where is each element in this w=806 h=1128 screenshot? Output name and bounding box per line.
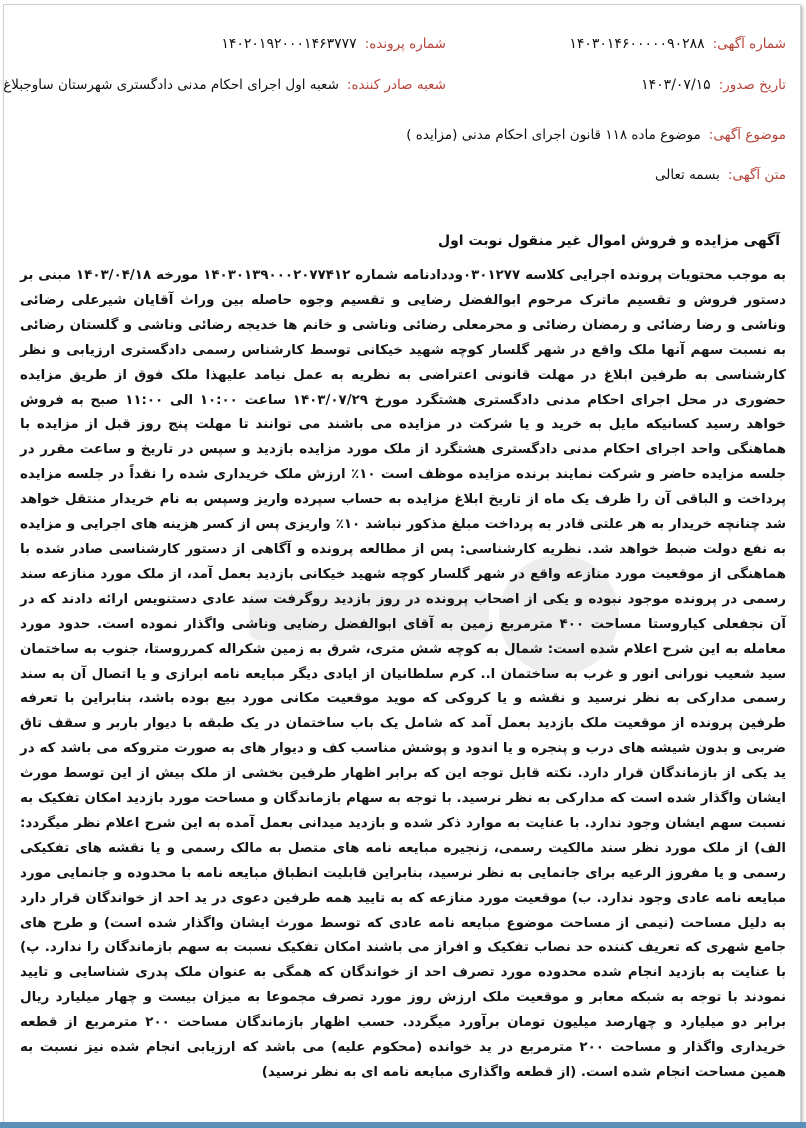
issue-date-row: [641, 77, 786, 93]
case-number-label: شماره پرونده:: [364, 36, 446, 52]
notice-body: به موجب محتویات پرونده اجرایی کلاسه ۰۳۰۱۲۷۷وددادنامه شماره ۱۴۰۳۰۱۳۹۰۰۰۲۰۷۷۴۱۲ مورخه ۱۴۰۳/۰۴/۱۸ مبنی بر دستور فروش و تقسیم ماترک مرحوم ابوالفضل رضایی و تقسیم وجوه حاصله بین وراث آقایان شیرعلی رضائی وناشی و رضا رضائی و رمضان رضائی و محرمعلی رضائی وناشی و خانم ها خدیجه رضائی وناشی و گلستان رضائی به نسبت سهم آنها ملک واقع در شهر گلسار کوچه شهید خیکانی توسط کارشناس رسمی دادگستری ارزیابی و نظر کارشناسی به طرفین ابلاغ در مهلت قانونی اعتراضی به نظریه به عمل نیامد علیهذا ملک فوق از طریق مزایده حضوری در محل اجرای احکام مدنی دادگستری هشتگرد مورخ ۱۴۰۳/۰۷/۲۹ ساعت ۱۰:۰۰ الی ۱۱:۰۰ صبح به فروش خواهد رسید کسانیکه مایل به خرید و یا شرکت در مزایده می باشند می توانند تا مهلت پنج روز قبل از مزایده با هماهنگی واحد اجرای احکام مدنی دادگستری هشتگرد از ملک مورد مزایده بازدید و سپس در تاریخ و ساعت مقرر در جلسه مزایده حاضر و شرکت نمایند برنده مزایده موظف است ۱۰٪ ارزش ملک خریداری شده را نقداً در جلسه مزایده پرداخت و الباقی آن را ظرف یک ماه از تاریخ ابلاغ مزایده به حساب سپرده واریز وسپس به نام خریدار منتقل خواهد شد چنانچه خریدار به هر علتی قادر به پرداخت مبلغ مذکور نباشد ۱۰٪ واریزی پس از کسر هزینه های اجرایی و مزایده به نفع دولت ضبط خواهد شد. نظریه کارشناسی: پس از مطالعه پرونده و آگاهی از دستور کارشناسی صادر شده با هماهنگی از موقعیت مورد منازعه واقع در شهر گلسار کوچه شهید خیکانی بازدید بعمل آمد، از ملک مورد منازعه سند رسمی در پرونده موجود نبوده و یکی از اصحاب پرونده در روز بازدید روگرفت سند عادی دستنویس ارائه دادند که در آن نجفعلی کیاروستا مساحت ۴۰۰ مترمربع زمین به آقای ابوالفضل رضایی وناشی واگذار نموده است. حدود مورد معامله به این شرح اعلام شده است: شمال به کوچه شش متری، شرق به زمین شکراله کمرروستا، جنوب به ساختمان سید شعیب نورانی انور و غرب به ساختمان ا.. کرم سلطانیان از ایادی دیگر مبایعه نامه ابرازی و یا اتصال آن به سند رسمی مدارکی به نظر نرسید و نقشه و یا کروکی که موید موقعیت مکانی مورد بیع بوده باشد، بنابراین با تعرفه طرفین پرونده از موقعیت ملک بازدید بعمل آمد که شامل یک باب ساختمان در یک طبقه با دیوار باربر و سقف تاق ضربی و بدون شیشه های درب و پنجره و یا اندود و پوشش مناسب کف و دیوار های به صورت متروکه می باشد که در ید یکی از بازماندگان قرار دارد. نکته قابل توجه این که برابر اظهار طرفین بخشی از ملک بیش از این توسط مورث ایشان واگذار شده است که مدارکی به نظر نرسید. با توجه به سهام بازماندگان و مساحت مورد بازدید امکان تفکیک به نسبت سهم ایشان وجود ندارد. با عنایت به موارد ذکر شده و بازدید میدانی بعمل آمده به این شرح اعلام نظر میگردد: الف) از ملک مورد نظر سند مالکیت رسمی، زنجیره مبایعه نامه های متصل به مالک رسمی و یا نقشه های تفکیکی رسمی و یا مفروز الرعیه برای جانمایی به نظر نرسید، بنابراین قابلیت انطباق مبایعه نامه با محدوده و جانمایی مورد مبایعه نامه عادی وجود ندارد. ب) موقعیت مورد منازعه که به تایید همه طرفین دعوی در ید احد از خواندگان قرار دارد به دلیل مساحت (نیمی از مساحت موضوع مبایعه نامه عادی که توسط مورث ایشان واگذار شده است) و طرح های جامع شهری که تعریف کننده حد نصاب تفکیک و افراز می باشند امکان تفکیک نسبت به سهم بازماندگان را ندارد. پ) با عنایت به بازدید انجام شده محدوده مورد تصرف احد از خواندگان که همگی به عنوان ملک پدری شناسایی و تایید نمودند با توجه به شبکه معابر و موقعیت ملک ارزش روز مورد تصرف مجموعا به میزان بیست و چهار میلیارد ریال برابر دو میلیارد و چهارصد میلیون تومان برآورد میگردد. حسب اظهار بازماندگان مساحت ۲۰۰ مترمربع از قطعه خریداری واگذار و مساحت ۲۰۰ مترمربع در ید خوانده (محکوم علیه) می باشد که ارزیابی انجام شده نیز نسبت به همین مساحت انجام شده است. (از قطعه واگذاری مبایعه نامه ای به نظر نرسید): [20, 268, 787, 1080]
issue-date-label: تاریخ صدور:: [718, 77, 786, 93]
issuing-branch-row: [3, 77, 446, 93]
text-row: [655, 167, 786, 183]
notice-number-label: شماره آگهی:: [712, 36, 786, 52]
notice-page: [3, 4, 801, 1124]
issuing-branch-value: شعبه اول اجرای احکام مدنی دادگستری شهرستان ساوجبلاغ: [3, 77, 339, 93]
notice-heading: آگهی مزایده و فروش اموال غیر منقول نوبت اول: [437, 233, 780, 249]
subject-value: موضوع ماده ۱۱۸ قانون اجرای احکام مدنی (مزایده ): [406, 127, 701, 143]
bottom-accent-bar: [0, 1122, 806, 1128]
issue-date-value: ۱۴۰۳/۰۷/۱۵: [641, 77, 711, 93]
case-number-row: [221, 36, 446, 52]
text-label: متن آگهی:: [727, 167, 786, 183]
notice-number-value: ۱۴۰۳۰۱۴۶۰۰۰۰۰۹۰۲۸۸: [569, 36, 705, 52]
subject-label: موضوع آگهی:: [708, 127, 786, 143]
subject-row: [406, 127, 786, 143]
issuing-branch-label: شعبه صادر کننده:: [346, 77, 446, 93]
notice-number-row: [569, 36, 786, 52]
text-value: بسمه تعالی: [655, 167, 720, 183]
case-number-value: ۱۴۰۲۰۱۹۲۰۰۰۱۴۶۳۷۷۷: [221, 36, 357, 52]
